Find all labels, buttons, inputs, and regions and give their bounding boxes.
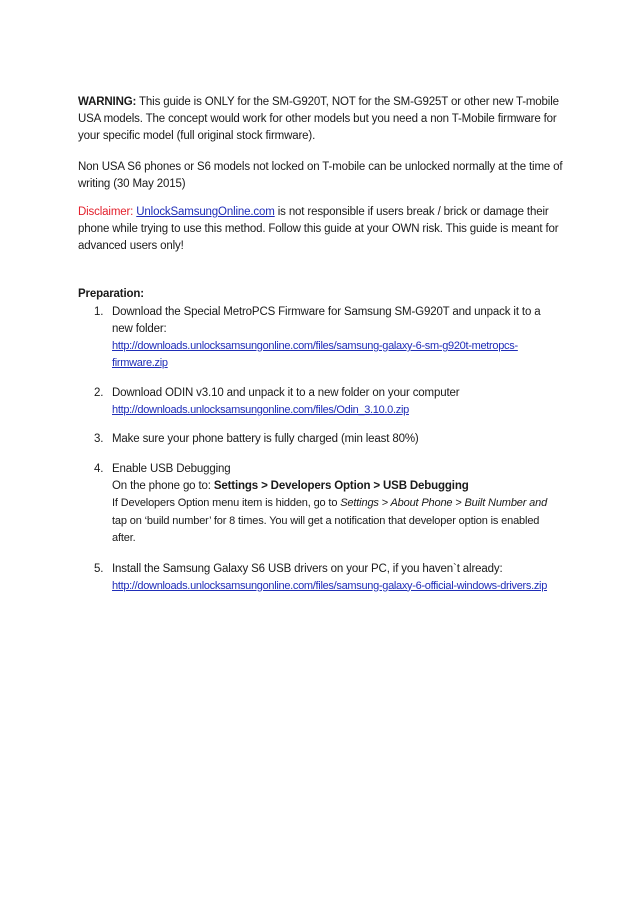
step-2 (78, 385, 563, 419)
step-number: 4. (94, 463, 104, 475)
preparation-steps (78, 304, 563, 595)
step-number: 5. (94, 562, 104, 575)
step-text: Download the Special MetroPCS Firmware for Samsung SM-G920T and unpack it to a new folder: (112, 306, 541, 335)
step-4-instruction-prefix: On the phone go to: (112, 480, 214, 492)
warning-label: WARNING: (78, 96, 137, 108)
warning-text: This guide is ONLY for the SM-G920T, NOT for the SM-G925T or other new T-mobile USA models. The concept would work for other models but you need a non T-Mobile firmware for your specific model (full original stock firmware). (78, 96, 559, 142)
note-path: Settings > About Phone > Built Number and (340, 497, 548, 509)
firmware-download-link[interactable]: http://downloads.unlocksamsungonline.com/files/samsung-galaxy-6-sm-g920t-metropcs-firmware.zip (112, 340, 518, 369)
disclaimer-label: Disclaimer: (78, 206, 134, 218)
odin-download-link[interactable]: http://downloads.unlocksamsungonline.com/files/Odin_3.10.0.zip (112, 404, 409, 416)
disclaimer-paragraph (78, 204, 563, 255)
step-text: Make sure your phone battery is fully charged (min least 80%) (112, 433, 419, 445)
note-suffix: tap on ‘build number’ for 8 times. You will get a notification that developer option is enabled after. (112, 514, 540, 544)
step-text: Download ODIN v3.10 and unpack it to a new folder on your computer (112, 387, 460, 399)
step-1 (78, 304, 563, 372)
step-3 (78, 431, 563, 448)
step-number: 3. (94, 433, 104, 445)
step-4-note (112, 497, 547, 544)
drivers-download-link[interactable]: http://downloads.unlocksamsungonline.com/files/samsung-galaxy-6-official-windows-drivers.zip (112, 579, 548, 592)
step-5 (78, 561, 563, 595)
step-4 (78, 461, 563, 548)
warning-paragraph (78, 94, 563, 145)
step-4-settings-path: Settings > Developers Option > USB Debugging (213, 480, 469, 492)
preparation-heading: Preparation: (78, 288, 144, 300)
non-usa-paragraph: Non USA S6 phones or S6 models not locked on T-mobile can be unlocked normally at the time of writing (30 May 2015) (78, 161, 563, 190)
step-text: Enable USB Debugging (112, 463, 231, 475)
site-link[interactable]: UnlockSamsungOnline.com (136, 206, 275, 218)
step-text: Install the Samsung Galaxy S6 USB drivers on your PC, if you haven`t already: (112, 562, 503, 575)
document-page (78, 94, 563, 595)
disclaimer-text: is not responsible if users break / brick or damage their phone while trying to use this method. Follow this guide at your OWN risk. This guide is meant for advanced users only! (78, 206, 559, 252)
step-number: 1. (94, 306, 104, 318)
note-prefix: If Developers Option menu item is hidden, go to (112, 497, 341, 509)
step-number: 2. (94, 387, 104, 399)
